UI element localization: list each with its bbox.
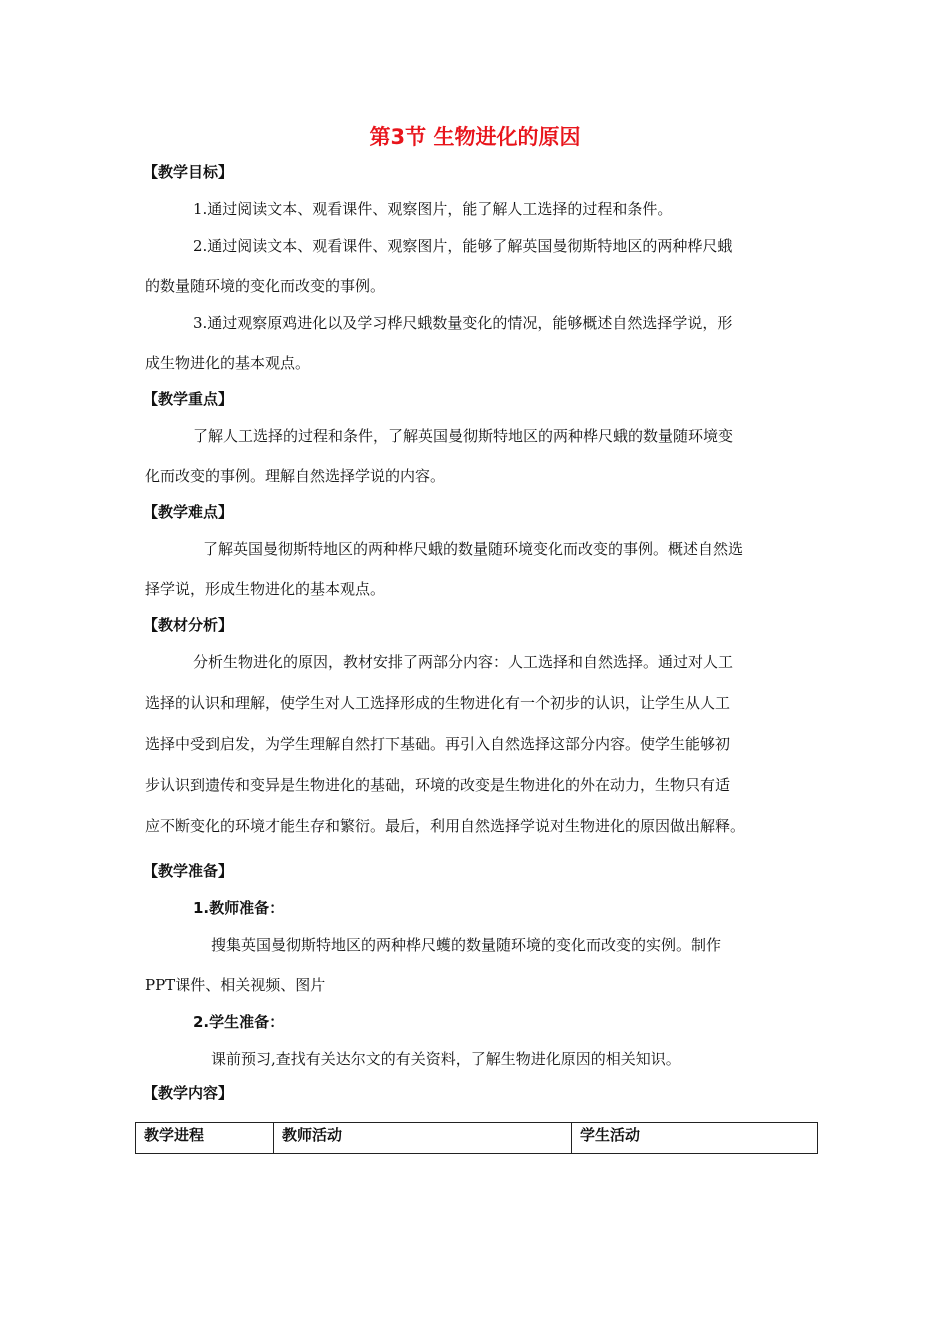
analysis-line-5: 应不断变化的环境才能生存和繁衍。最后，利用自然选择学说对生物进化的原因做出解释。 (145, 817, 746, 835)
heading-key-points: 【教学重点】 (143, 390, 234, 408)
difficulties-line-2: 择学说，形成生物进化的基本观点。 (145, 580, 386, 598)
heading-difficulties: 【教学难点】 (143, 503, 234, 521)
teacher-prep-line-1: 搜集英国曼彻斯特地区的两种桦尺蠖的数量随环境的变化而改变的实例。制作 (211, 936, 722, 954)
heading-analysis: 【教材分析】 (143, 616, 234, 634)
column-header-teacher: 教师活动 (274, 1123, 572, 1154)
analysis-line-3: 选择中受到启发，为学生理解自然打下基础。再引入自然选择这部分内容。使学生能够初 (145, 735, 731, 753)
student-prep-label: 2.学生准备： (193, 1013, 285, 1031)
teacher-prep-label: 1.教师准备： (193, 899, 285, 917)
column-header-process: 教学进程 (136, 1123, 274, 1154)
analysis-line-1: 分析生物进化的原因，教材安排了两部分内容：人工选择和自然选择。通过对人工 (193, 653, 734, 671)
goal-2-line-1: 2.通过阅读文本、观看课件、观察图片，能够了解英国曼彻斯特地区的两种桦尺蛾 (193, 237, 733, 255)
analysis-line-2: 选择的认识和理解，使学生对人工选择形成的生物进化有一个初步的认识，让学生从人工 (145, 694, 731, 712)
student-prep-line-1: 课前预习,查找有关达尔文的有关资料，了解生物进化原因的相关知识。 (211, 1050, 681, 1068)
heading-content: 【教学内容】 (143, 1084, 234, 1102)
page-title: 第3节 生物进化的原因 (369, 125, 581, 149)
key-points-line-2: 化而改变的事例。理解自然选择学说的内容。 (145, 467, 446, 485)
lesson-plan-table (135, 1122, 818, 1154)
teacher-prep-line-2: PPT课件、相关视频、图片 (145, 976, 326, 994)
heading-goals: 【教学目标】 (143, 163, 234, 181)
goal-3-line-2: 成生物进化的基本观点。 (145, 354, 311, 372)
column-header-student: 学生活动 (572, 1123, 818, 1154)
difficulties-line-1: 了解英国曼彻斯特地区的两种桦尺蛾的数量随环境变化而改变的事例。概述自然选 (203, 540, 744, 558)
key-points-line-1: 了解人工选择的过程和条件，了解英国曼彻斯特地区的两种桦尺蛾的数量随环境变 (193, 427, 734, 445)
goal-3-line-1: 3.通过观察原鸡进化以及学习桦尺蛾数量变化的情况，能够概述自然选择学说，形 (193, 314, 733, 332)
heading-preparation: 【教学准备】 (143, 862, 234, 880)
table-header-row (136, 1123, 818, 1154)
analysis-line-4: 步认识到遗传和变异是生物进化的基础，环境的改变是生物进化的外在动力，生物只有适 (145, 776, 731, 794)
goal-1: 1.通过阅读文本、观看课件、观察图片，能了解人工选择的过程和条件。 (193, 200, 673, 218)
goal-2-line-2: 的数量随环境的变化而改变的事例。 (145, 277, 386, 295)
